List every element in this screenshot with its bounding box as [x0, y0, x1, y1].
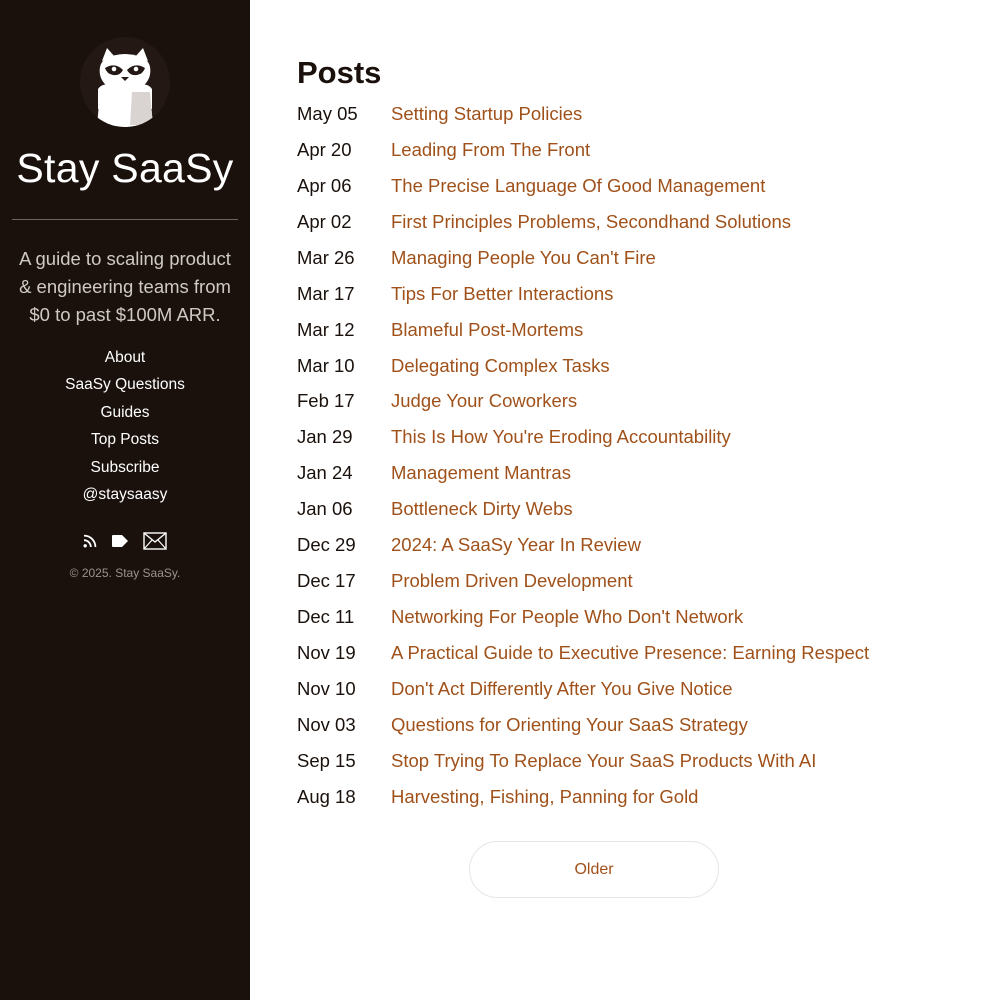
post-row [297, 204, 977, 240]
nav-item-about[interactable]: About [104, 349, 146, 366]
site-title[interactable]: Stay SaaSy [16, 145, 234, 191]
post-date: Mar 17 [297, 282, 355, 304]
post-link[interactable]: 2024: A SaaSy Year In Review [391, 534, 641, 556]
post-link[interactable]: Setting Startup Policies [391, 102, 583, 124]
post-link[interactable]: The Precise Language Of Good Management [391, 174, 766, 196]
post-date: Feb 17 [297, 390, 355, 412]
post-row [297, 384, 977, 420]
post-date: Jan 06 [297, 498, 353, 520]
avatar[interactable] [80, 37, 170, 127]
post-row [297, 348, 977, 384]
post-date: Nov 19 [297, 642, 356, 664]
nav-item-twitter[interactable]: @staysaasy [82, 485, 168, 503]
post-date: Apr 20 [297, 138, 352, 160]
post-row [297, 563, 977, 599]
site-tagline: A guide to scaling product & engineering teams from $0 to past $100M ARR. [19, 248, 231, 325]
post-link[interactable]: Management Mantras [391, 462, 571, 484]
post-date: Aug 18 [297, 785, 356, 807]
post-row [297, 707, 977, 743]
post-row [297, 168, 977, 204]
post-date: Apr 06 [297, 174, 352, 196]
post-row [297, 96, 977, 132]
post-row [297, 312, 977, 348]
post-row [297, 671, 977, 707]
post-date: Jan 29 [297, 426, 353, 448]
post-date: Dec 29 [297, 534, 356, 556]
sidebar-divider [12, 219, 238, 220]
post-link[interactable]: First Principles Problems, Secondhand Solutions [391, 210, 791, 232]
social-links [0, 530, 250, 552]
post-list [297, 96, 977, 815]
post-row [297, 743, 977, 779]
post-link[interactable]: Blameful Post-Mortems [391, 318, 584, 340]
tag-icon[interactable] [111, 534, 129, 548]
post-date: Sep 15 [297, 749, 356, 771]
post-row [297, 599, 977, 635]
page-title: Posts [297, 55, 382, 90]
nav-item-top-posts[interactable]: Top Posts [90, 431, 160, 449]
post-date: Dec 11 [297, 606, 355, 628]
post-date: May 05 [297, 102, 358, 124]
post-date: Mar 10 [297, 354, 355, 376]
sidebar [0, 0, 250, 1000]
post-link[interactable]: Networking For People Who Don't Network [391, 606, 744, 628]
post-link[interactable]: Problem Driven Development [391, 570, 633, 592]
rss-icon[interactable] [83, 534, 97, 548]
post-link[interactable]: Managing People You Can't Fire [391, 246, 656, 268]
post-link[interactable]: Leading From The Front [391, 138, 591, 160]
post-link[interactable]: Stop Trying To Replace Your SaaS Products With AI [391, 749, 817, 771]
copyright: © 2025. Stay SaaSy. [69, 566, 181, 580]
raccoon-laptop-logo-icon [80, 37, 170, 127]
post-row [297, 527, 977, 563]
post-row [297, 455, 977, 491]
post-link[interactable]: Tips For Better Interactions [391, 282, 614, 304]
post-link[interactable]: Questions for Orienting Your SaaS Strategy [391, 713, 748, 735]
post-row [297, 276, 977, 312]
post-date: Dec 17 [297, 570, 356, 592]
post-row [297, 779, 977, 815]
post-row [297, 240, 977, 276]
nav-item-saasy-questions[interactable]: SaaSy Questions [65, 376, 185, 394]
post-row [297, 419, 977, 455]
mail-icon[interactable] [143, 532, 167, 550]
post-date: Jan 24 [297, 462, 353, 484]
post-date: Nov 03 [297, 713, 356, 735]
post-link[interactable]: A Practical Guide to Executive Presence: Earning Respect [391, 642, 870, 664]
post-link[interactable]: Delegating Complex Tasks [391, 354, 610, 376]
post-link[interactable]: This Is How You're Eroding Accountability [391, 426, 731, 448]
post-link[interactable]: Don't Act Differently After You Give Notice [391, 677, 733, 699]
post-link[interactable]: Harvesting, Fishing, Panning for Gold [391, 785, 699, 807]
post-date: Nov 10 [297, 677, 356, 699]
post-link[interactable]: Bottleneck Dirty Webs [391, 498, 573, 520]
main-content [297, 0, 977, 1000]
post-date: Mar 26 [297, 246, 355, 268]
older-posts-button[interactable]: Older [469, 841, 719, 898]
nav-item-subscribe[interactable]: Subscribe [90, 458, 160, 476]
post-row [297, 491, 977, 527]
nav-item-guides[interactable]: Guides [100, 403, 150, 421]
post-row [297, 635, 977, 671]
post-date: Mar 12 [297, 318, 355, 340]
sidebar-nav [0, 346, 250, 510]
post-date: Apr 02 [297, 210, 352, 232]
post-row [297, 132, 977, 168]
post-link[interactable]: Judge Your Coworkers [391, 390, 578, 412]
